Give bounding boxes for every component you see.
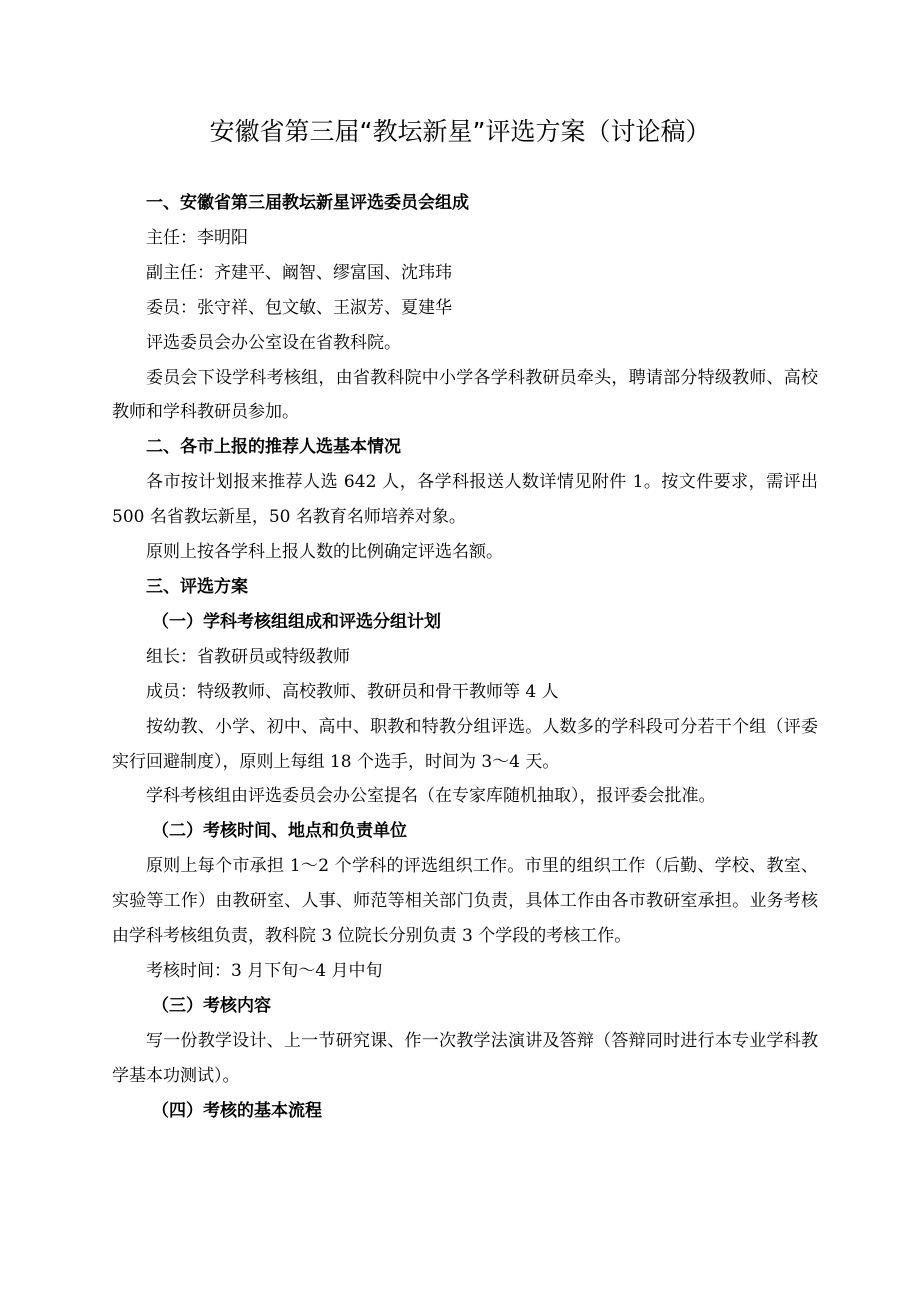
section-heading: 二、各市上报的推荐人选基本情况 — [146, 437, 401, 458]
body-paragraph: 学科考核组由评选委员会办公室提名（在专家库随机抽取），报评委会批准。 — [146, 786, 716, 807]
subsection-heading: （四）考核的基本流程 — [152, 1100, 322, 1121]
body-paragraph: 主任：李明阳 — [146, 227, 248, 248]
body-paragraph: 组长：省教研员或特级教师 — [146, 646, 350, 667]
body-paragraph: 原则上按各学科上报人数的比例确定评选名额。 — [146, 542, 503, 563]
body-paragraph: 各市按计划报来推荐人选 642 人，各学科报送人数详情见附件 1。按文件要求，需评出 500 名省教坛新星，50 名教育名师培养对象。 — [112, 472, 818, 528]
subsection-heading: （一）学科考核组组成和评选分组计划 — [152, 611, 441, 632]
document-title: 安徽省第三届“教坛新星”评选方案（讨论稿） — [209, 117, 711, 146]
body-paragraph: 考核时间：3 月下旬～4 月中旬 — [146, 960, 383, 981]
section-heading: 一、安徽省第三届教坛新星评选委员会组成 — [146, 193, 469, 213]
body-paragraph: 副主任：齐建平、阚智、缪富国、沈玮玮 — [146, 262, 452, 283]
section-heading: 三、评选方案 — [146, 576, 248, 597]
document-body — [112, 186, 818, 1128]
body-paragraph: 按幼教、小学、初中、高中、职教和特教分组评选。人数多的学科段可分若干个组（评委实行回避制度），原则上每组 18 个选手，时间为 3～4 天。 — [112, 716, 818, 772]
subsection-heading: （三）考核内容 — [152, 995, 271, 1016]
body-paragraph: 委员：张守祥、包文敏、王淑芳、夏建华 — [146, 297, 452, 318]
body-paragraph: 成员：特级教师、高校教师、教研员和骨干教师等 4 人 — [146, 681, 559, 702]
subsection-heading: （二）考核时间、地点和负责单位 — [152, 821, 407, 842]
body-paragraph: 原则上每个市承担 1～2 个学科的评选组织工作。市里的组织工作（后勤、学校、教室、实验等工作）由教研室、人事、师范等相关部门负责，具体工作由各市教研室承担。业务考核由学科考核组负责，教科院 3 位院长分别负责 3 个学段的考核工作。 — [112, 856, 818, 947]
body-paragraph: 委员会下设学科考核组，由省教科院中小学各学科教研员牵头，聘请部分特级教师、高校教师和学科教研员参加。 — [112, 367, 818, 423]
body-paragraph: 评选委员会办公室设在省教科院。 — [146, 332, 401, 353]
body-paragraph: 写一份教学设计、上一节研究课、作一次教学法演讲及答辩（答辩同时进行本专业学科教学基本功测试）。 — [112, 1030, 818, 1086]
